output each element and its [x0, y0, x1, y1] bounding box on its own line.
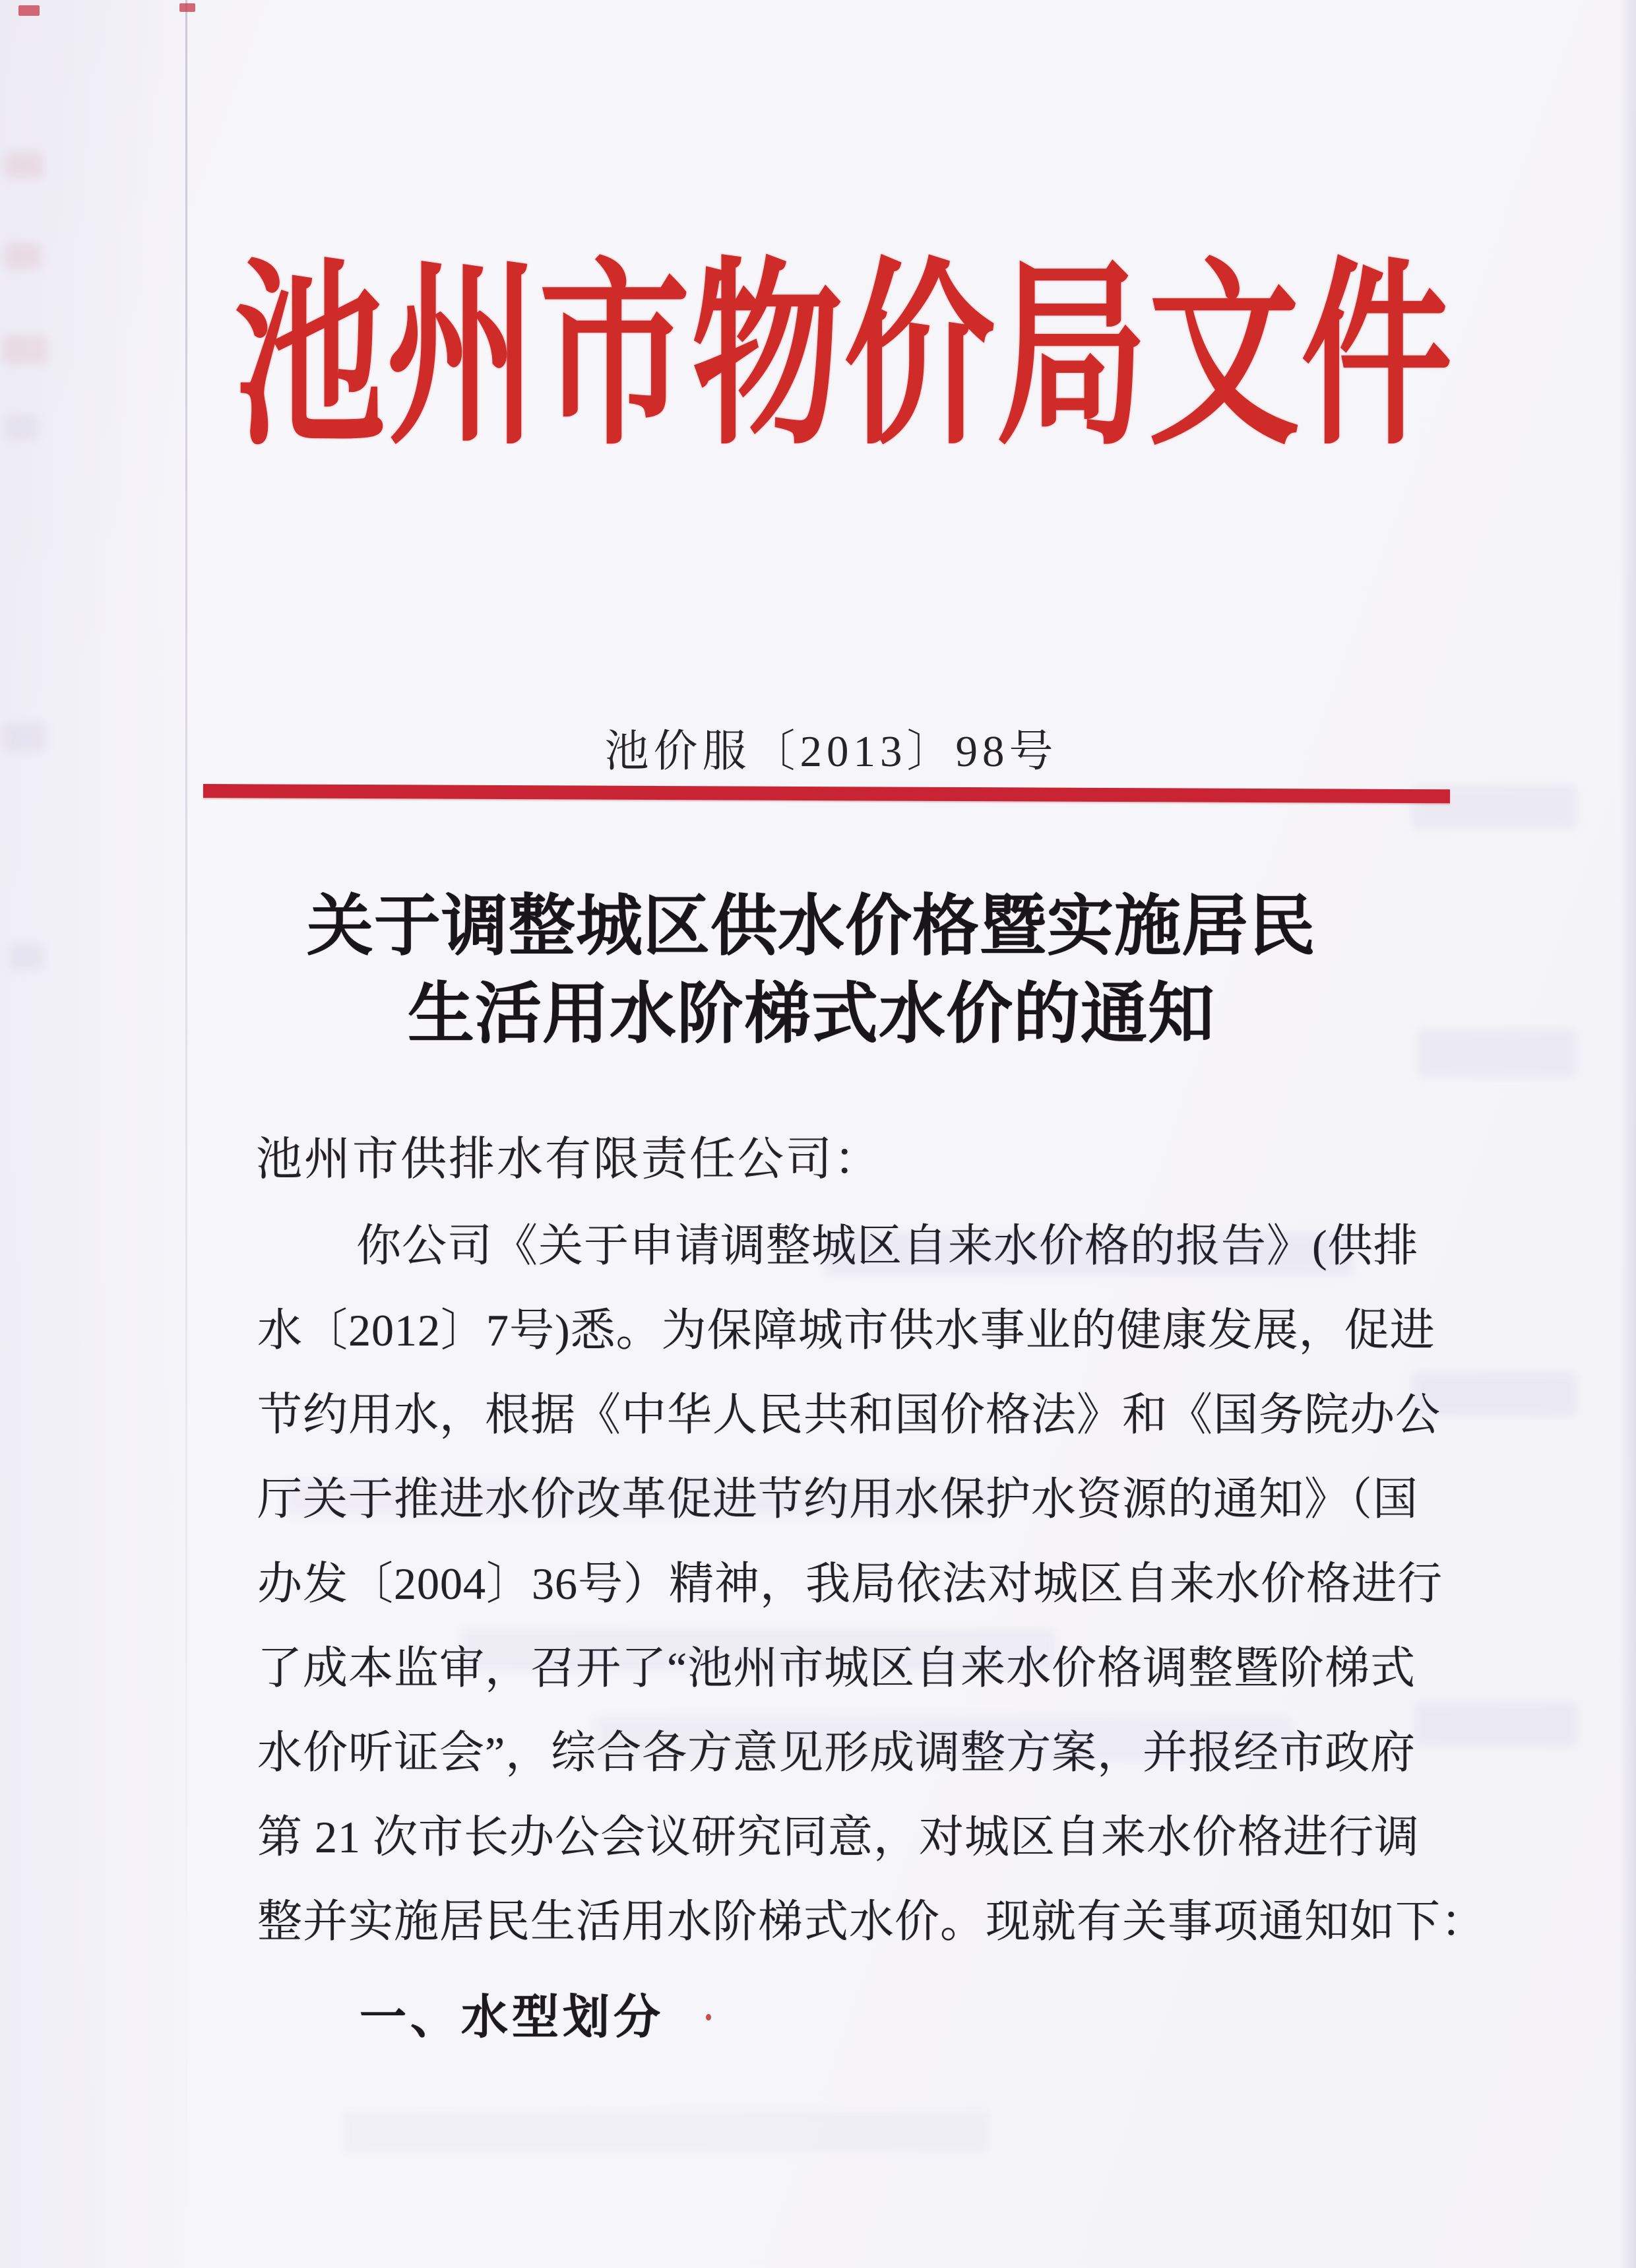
notice-title-line-2: 生活用水阶梯式水价的通知 — [407, 977, 1215, 1051]
bleed-through-mark — [1415, 1702, 1577, 1746]
body-text-line: 水价听证会”，综合各方意见形成调整方案，并报经市政府 — [257, 1728, 1416, 1778]
body-text-line: 了成本监审，召开了“池州市城区自来水价格调整暨阶梯式 — [257, 1643, 1416, 1693]
red-ink-speck — [179, 3, 195, 12]
bleed-through-mark — [5, 414, 38, 441]
notice-title-line-1: 关于调整城区供水价格暨实施居民 — [306, 890, 1316, 963]
body-text-line: 第 21 次市长办公会议研究同意，对城区自来水价格进行调 — [257, 1812, 1420, 1862]
body-text-line: 办发〔2004〕36号）精神，我局依法对城区自来水价格进行 — [257, 1559, 1443, 1609]
body-text-line: 节约用水，根据《中华人民共和国价格法》和《国务院办公 — [257, 1390, 1441, 1440]
body-text-line: 你公司《关于申请调整城区自来水价格的报告》(供排 — [356, 1221, 1419, 1271]
body-text-line: 水〔2012〕7号)悉。为保障城市供水事业的健康发展，促进 — [257, 1305, 1435, 1355]
bleed-through-mark — [5, 243, 41, 269]
body-text-line: 厅关于推进水价改革促进节约用水保护水资源的通知》（国 — [257, 1474, 1419, 1524]
red-ink-dot — [706, 2014, 711, 2021]
section-heading: 一、水型划分 — [360, 1992, 665, 2044]
doc-reference-number: 池价服〔2013〕98号 — [604, 727, 1058, 776]
bleed-through-mark — [343, 2112, 990, 2153]
page-edge-shadow — [1619, 0, 1636, 2268]
red-separator-line — [203, 784, 1450, 803]
bleed-through-mark — [3, 335, 47, 364]
red-ink-speck — [18, 5, 40, 16]
agency-letterhead-banner: 池州市物价局文件 — [234, 247, 1454, 469]
addressee-line: 池州市供排水有限责任公司： — [256, 1134, 882, 1185]
body-text-line: 整并实施居民生活用水阶梯式水价。现就有关事项通知如下： — [257, 1896, 1487, 1947]
page-fold-crease — [185, 0, 187, 2268]
bleed-through-mark — [5, 152, 44, 178]
